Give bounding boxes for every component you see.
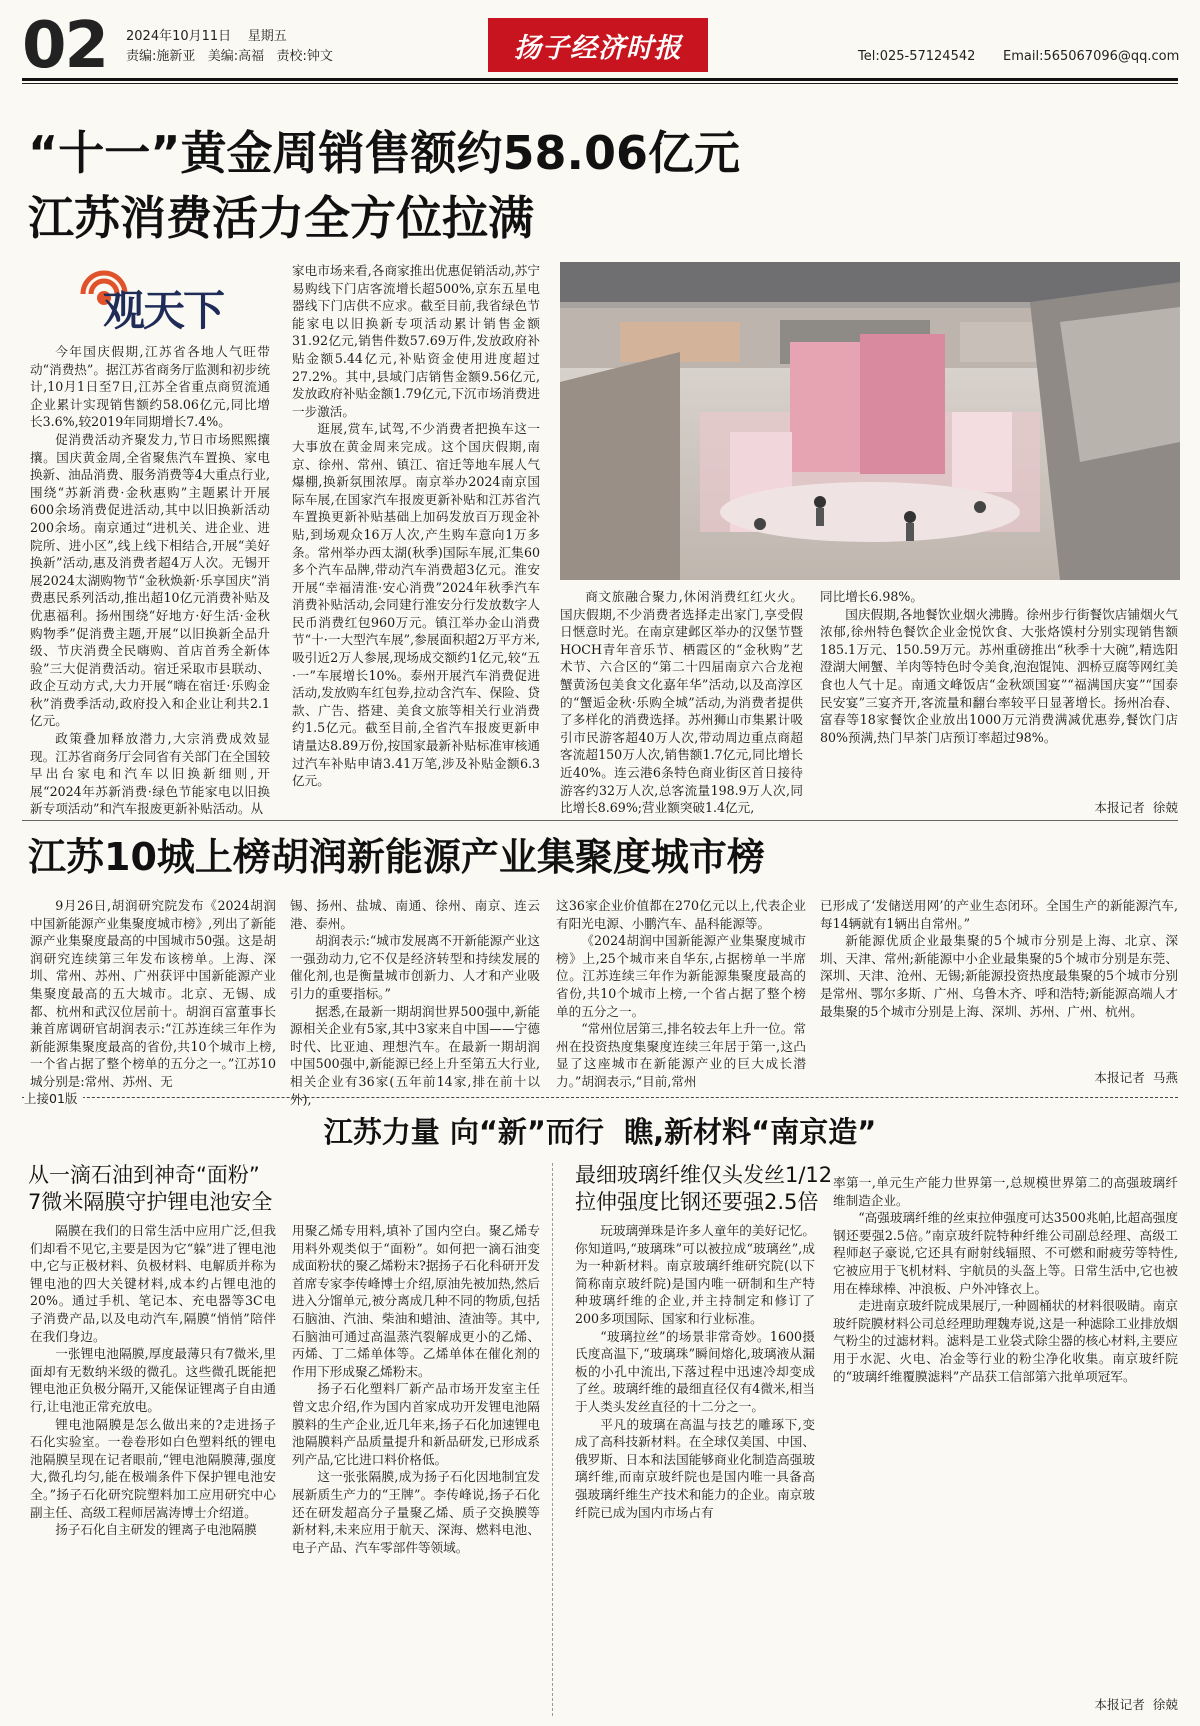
left-story-column-1 xyxy=(30,1222,276,1716)
article1-col3-paragraph: 商文旅融合聚力,休闲消费红红火火。国庆假期,不少消费者选择走出家门,享受假日惬意时光。在南京建邺区举办的汉堡节暨HOCH青年音乐节、栖霞区的“金秋购”艺术节、六合区的“第二十四届南京六合龙袍蟹黄汤包美食文化嘉年华”活动,以及高淳区的“蟹逅金秋·乐购全城”活动,为消费者提供了多样化的消费选择。苏州狮山市集累计吸引市民游客超40万人次,带动周边重点商超客流超150万人次,销售额1.7亿元,同比增长近40%。连云港6条特色商业街区首日接待游客约32万人次,总客流量198.9万人次,同比增长8.69%;营业额突破1.4亿元, xyxy=(560,589,803,816)
article1-col2-paragraph: 逛展,赏车,试驾,不少消费者把换车这一大事放在黄金周来完成。这个国庆假期,南京、徐州、常州、镇江、宿迁等地车展人气爆棚,换新氛围浓厚。南京举办2024南京国际车展,在国家汽车报废更新补贴和江苏省汽车置换更新补贴基础上加码发放百万现金补贴,到场观众16万人次,产生购车意向1万多条。常州举办西太湖(秋季)国际车展,汇集60多个汽车品牌,带动汽车消费超3亿元。淮安开展“幸福清淮·安心消费”2024年秋季汽车消费补贴活动,会同建行淮安分行发放数字人民币消费红包960万元。镇江举办金山消费节“十·一大型汽车展”,参展面积超2万平方米,吸引近2万人参展,现场成交额约1亿元,较“五·一”车展增长10%。泰州开展汽车消费促进活动,发放购车红包券,拉动含汽车、保险、贷款、广告、搭建、美食文旅等相关行业消费约1.5亿元。截至目前,全省汽车报废更新申请量达8.89万份,按国家最新补贴标准审核通过汽车补贴申请3.41万笔,涉及补贴金额6.3亿元。 xyxy=(292,421,540,789)
article2-col3-paragraph: 《2024胡润中国新能源产业集聚度城市榜》上,25个城市来自华东,占据榜单一半席位。江苏连续三年作为新能源集聚度最高的省份,共10个城市上榜,一个省占据了整个榜单的五分之一。 xyxy=(556,933,806,1019)
section3-banner: 江苏力量 向“新”而行 瞧,新材料“南京造” xyxy=(323,1115,877,1149)
article1-col1-paragraph: 促消费活动齐聚发力,节日市场熙熙攘攘。国庆黄金周,全省聚焦汽车置换、家电换新、油品消费、服务消费等4大重点行业,围绕“苏新消费·金秋惠购”主题累计开展600余场消费促进活动,其中以旧换新活动200余场。南京通过“进机关、进企业、进院所、进小区”,线上线下相结合,开展“美好换新”活动,惠及消费者超4万人次。无锡开展2024太湖购物节“金秋焕新·乐享国庆”消费惠民系列活动,推出超10亿元消费补贴及优惠福利。扬州围绕“好地方·好生活·金秋购物季”促消费主题,开展“以旧换新全品升级、节庆消费全民嗨购、首店首秀全新体验”三大促消费活动。宿迁采取市县联动、政企互动方式,大力开展“嗨在宿迁·乐购金秋”消费季活动,政府投入和企业让利共2.1亿元。 xyxy=(30,431,270,729)
section3-top-rule xyxy=(22,1097,1178,1098)
article1-col1-paragraph: 政策叠加释放潜力,大宗消费成效显现。江苏省商务厅会同省有关部门在全国较早出台家电和汽车以旧换新细则,开展“2024年苏新消费·绿色节能家电以旧换新专项活动”和汽车报废更新补贴活动。从 xyxy=(30,731,270,817)
article1-column-3 xyxy=(560,588,803,815)
continued-from-label: 上接01版 xyxy=(24,1089,83,1107)
weekday-text: 星期五 xyxy=(247,29,287,44)
right-story-col2-paragraph: “高强玻璃纤维的丝束拉伸强度可达3500兆帕,比超高强度钢还要强2.5倍。”南京玻纤院特种纤维公司副总经理、高级工程师赵子豪说,它还具有耐射线辐照、不可燃和耐疲劳等特性,它被应用于飞机材料、宇航员的头盔上等。日常生活中,它也被用在棒球棒、冲浪板、户外冲锋衣上。 xyxy=(833,1210,1178,1296)
article2-headline: 江苏10城上榜胡润新能源产业集聚度城市榜 xyxy=(28,835,765,879)
article2-col3-paragraph: 这36家企业价值都在270亿元以上,代表企业有阳光电源、小鹏汽车、晶科能源等。 xyxy=(556,898,806,931)
date-text: 2024年10月11日 xyxy=(126,29,232,44)
left-story-col1-paragraph: 扬子石化自主研发的锂离子电池隔膜 xyxy=(55,1522,257,1538)
issue-date xyxy=(126,25,287,44)
article2-col2-paragraph: 据悉,在最新一期胡润世界500强中,新能源相关企业有5家,其中3家来自中国——宁德时代、比亚迪、理想汽车。在最新一期胡润中国500强中,新能源已经上升至第五大行业,相关企业有36家(五年前14家,排在前十以外), xyxy=(290,1003,540,1107)
article2-col4-paragraph: 已形成了‘发储送用网’的产业生态闭环。全国生产的新能源汽车,每14辆就有1辆出自常州。” xyxy=(820,898,1178,931)
article2-col4-paragraph: 新能源优质企业最集聚的5个城市分别是上海、北京、深圳、天津、常州;新能源中小企业最集聚的5个城市分别是东莞、深圳、天津、沧州、无锡;新能源投资热度最集聚的5个城市分别是常州、鄂尔多斯、广州、乌鲁木齐、呼和浩特;新能源高端人才最集聚的5个城市分别是上海、深圳、苏州、广州、杭州。 xyxy=(820,933,1178,1019)
contact-email: Email:565067096@qq.com xyxy=(1003,49,1180,64)
right-story-column-1 xyxy=(575,1222,815,1716)
article1-column-2 xyxy=(292,262,540,815)
page-number: 02 xyxy=(22,9,108,83)
article2-col3-paragraph: “常州位居第三,排名较去年上升一位。常州在投资热度集聚度连续三年居于第一,这凸显了这座城市在新能源产业的巨大成长潜力。”胡润表示,“目前,常州 xyxy=(556,1021,806,1089)
article2-column-3 xyxy=(556,897,806,1089)
left-story-col2-paragraph: 扬子石化塑料厂新产品市场开发室主任曾文忠介绍,作为国内首家成功开发锂电池隔膜料的生产企业,近几年来,扬子石化加速锂电池隔膜料产品质量提升和新品研发,已形成系列产品,它比进口料价格低。 xyxy=(292,1381,540,1467)
left-story-col2-paragraph: 这一张张隔膜,成为扬子石化因地制宜发展新质生产力的“王牌”。李传峰说,扬子石化还在研发超高分子量聚乙烯、质子交换膜等新材料,未来应用于航天、深海、燃料电池、电子产品、汽车零部件等领域。 xyxy=(292,1469,540,1555)
column-logo-text: 观天下 xyxy=(103,286,224,335)
article2-column-2 xyxy=(290,897,540,1107)
article1-col4-paragraph: 国庆假期,各地餐饮业烟火沸腾。徐州步行街餐饮店铺烟火气浓郁,徐州特色餐饮企业金悦饮食、大张烙馍村分别实现销售额185.1万元、150.59万元。苏州重磅推出“秋季十大碗”,精选阳澄湖大闸蟹、羊肉等特色时令美食,泡泡馄饨、泗桥豆腐等网红美食也人气十足。南通文峰饭店“金秋颂国宴”“福满国庆宴”“国泰民安宴”三宴齐开,客流量和翻台率较平日显著增长。扬州冶春、富春等18家餐饮企业放出1000万元消费满减优惠券,餐饮门店80%预满,热门早茶门店预订率超过98%。 xyxy=(820,606,1178,745)
article1-col4-paragraph: 同比增长6.98%。 xyxy=(820,589,923,604)
article1-column-4 xyxy=(820,588,1178,795)
left-story-col1-paragraph: 一张锂电池隔膜,厚度最薄只有7微米,里面却有无数纳米级的微孔。这些微孔既能把锂电池正负极分隔开,又能保证锂离子自由通行,让电池正常充放电。 xyxy=(30,1346,276,1414)
column-logo xyxy=(75,262,275,334)
newspaper-logo xyxy=(488,18,708,72)
article1-col1-paragraph: 今年国庆假期,江苏省各地人气旺带动“消费热”。据江苏省商务厅监测和初步统计,10月1日至7日,江苏全省重点商贸流通企业累计实现销售额约58.06亿元,同比增长3.6%,较2019年同期增长7.4%。 xyxy=(30,344,270,430)
section-divider xyxy=(22,820,1178,821)
masthead-rule xyxy=(22,78,1178,81)
editor-credits: 责编:施新亚 美编:高福 责校:钟文 xyxy=(126,49,333,64)
right-story-byline: 本报记者 徐兢 xyxy=(1094,1697,1178,1712)
right-story-col1-paragraph: 平凡的玻璃在高温与技艺的雕琢下,变成了高科技新材料。在全球仅美国、中国、俄罗斯、日本和法国能够商业化制造高强玻璃纤维,而南京玻纤院也是国内唯一具备高强玻璃纤维生产技术和能力的企业。南京玻纤院已成为国内市场占有 xyxy=(575,1416,815,1520)
right-story-col2-paragraph: 率第一,单元生产能力世界第一,总规模世界第二的高强玻璃纤维制造企业。 xyxy=(833,1175,1178,1208)
article1-headline-line1: “十一”黄金周销售额约58.06亿元 xyxy=(28,126,740,180)
article2-column-4 xyxy=(820,897,1178,1065)
right-story-column-2 xyxy=(833,1174,1178,1686)
left-story-col2-paragraph: 用聚乙烯专用料,填补了国内空白。聚乙烯专用料外观类似于“面粉”。如何把一滴石油变成面粉状的聚乙烯粉末?据扬子石化科研开发首席专家李传峰博士介绍,原油先被加热,然后进入分馏单元,被分离成几种不同的物质,包括石脑油、汽油、柴油和蜡油、渣油等。其中,石脑油可通过高温蒸汽裂解成更小的乙烯、丙烯、丁二烯单体等。乙烯单体在催化剂的作用下形成聚乙烯粉末。 xyxy=(292,1223,540,1379)
shopping-mall-photo xyxy=(560,262,1180,580)
right-story-title-line2: 拉伸强度比钢还要强2.5倍 xyxy=(575,1190,819,1214)
left-story-col1-paragraph: 锂电池隔膜是怎么做出来的?走进扬子石化实验室。一卷卷形如白色塑料纸的锂电池隔膜呈现在记者眼前,“锂电池隔膜薄,强度大,微孔均匀,能在极端条件下保护锂电池安全。”扬子石化研究院塑料加工应用研究中心副主任、高级工程师居嵩涛博士介绍道。 xyxy=(30,1416,276,1520)
right-story-col1-paragraph: 玩玻璃弹珠是许多人童年的美好记忆。你知道吗,“玻璃珠”可以被拉成“玻璃丝”,成为一种新材料。南京玻璃纤维研究院(以下简称南京玻纤院)是国内唯一研制和生产特种玻璃纤维的企业,并主持制定和修订了200多项国际、国家和行业标准。 xyxy=(575,1223,815,1326)
right-story-col2-paragraph: 走进南京玻纤院成果展厅,一种圆桶状的材料很吸睛。南京玻纤院膜材料公司总经理助理魏寿说,这是一种滤除工业排放烟气粉尘的过滤材料。滤料是工业袋式除尘器的核心材料,主要应用于水泥、火电、冶金等行业的粉尘净化收集。南京玻纤院的“玻璃纤维覆膜滤料”产品获工信部第六批单项冠军。 xyxy=(833,1298,1178,1384)
left-story-title-line1: 从一滴石油到神奇“面粉” xyxy=(28,1163,260,1187)
left-story-column-2 xyxy=(292,1222,540,1716)
left-story-col1-paragraph: 隔膜在我们的日常生活中应用广泛,但我们却看不见它,主要是因为它“躲”进了锂电池中,它与正极材料、负极材料、电解质并称为锂电池的四大关键材料,成本约占锂电池的20%。通过手机、笔记本、充电器等3C电子消费产品,以及电动汽车,隔膜“悄悄”陪伴在我们身边。 xyxy=(30,1223,276,1344)
article1-col2-paragraph: 家电市场来看,各商家推出优惠促销活动,苏宁易购线下门店客流增长超500%,京东五星电器线下门店供不应求。截至目前,我省绿色节能家电以旧换新专项活动累计销售金额31.92亿元,销售件数57.69万件,发放政府补贴金额5.44亿元,补贴资金使用进度超过27.2%。其中,县域门店销售金额9.56亿元,发放政府补贴金额1.79亿元,下沉市场消费进一步激活。 xyxy=(292,263,540,419)
article2-col2-paragraph: 锡、扬州、盐城、南通、徐州、南京、连云港、泰州。 xyxy=(290,898,540,931)
article1-byline: 本报记者 徐兢 xyxy=(1094,800,1178,815)
article2-col1-paragraph: 9月26日,胡润研究院发布《2024胡润中国新能源产业集聚度城市榜》,列出了新能源产业集聚度最高的中国城市50强。这是胡润研究连续第三年发布该榜单。上海、深圳、常州、苏州、广州获评中国新能源产业集聚度最高的五大城市。北京、无锡、成都、杭州和武汉位居前十。胡润百富董事长兼首席调研官胡润表示:“江苏连续三年作为新能源集聚度最高的省份,共10个城市上榜,一个省占据了整个榜单的五分之一。”江苏10城分别是:常州、苏州、无 xyxy=(30,898,276,1089)
left-story-title-line2: 7微米隔膜守护锂电池安全 xyxy=(28,1190,273,1214)
logo-text: 扬子经济时报 xyxy=(514,32,682,64)
contact-tel: Tel:025-57124542 xyxy=(858,49,976,64)
article1-column-1 xyxy=(30,343,270,815)
article2-col2-paragraph: 胡润表示:“城市发展离不开新能源产业这一强劲动力,它不仅是经济转型和持续发展的催化剂,也是衡量城市创新力、人才和产业吸引力的重要指标。” xyxy=(290,933,540,1001)
column-divider xyxy=(552,1163,553,1716)
article2-column-1 xyxy=(30,897,276,1089)
article1-headline-line2: 江苏消费活力全方位拉满 xyxy=(28,191,534,245)
article2-byline: 本报记者 马燕 xyxy=(1094,1070,1178,1085)
masthead-rule-thin xyxy=(22,83,1178,84)
right-story-title-line1: 最细玻璃纤维仅头发丝1/12 xyxy=(575,1163,833,1187)
mall-interior-illustration xyxy=(560,262,1180,580)
right-story-col1-paragraph: “玻璃拉丝”的场景非常奇妙。1600摄氏度高温下,“玻璃珠”瞬间熔化,玻璃液从漏板的小孔中流出,下落过程中迅速冷却变成了丝。玻璃纤维的最细直径仅有4微米,相当于人类头发丝直径的十二分之一。 xyxy=(575,1328,815,1414)
